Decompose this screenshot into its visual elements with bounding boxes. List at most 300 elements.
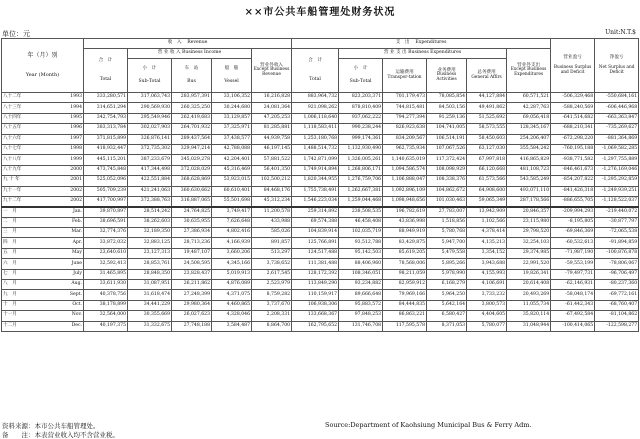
- table-row: [2, 176, 639, 186]
- table-cell: 110,159,917: [292, 290, 339, 300]
- table-cell: 30,635,955: [172, 217, 212, 227]
- table-cell: 3,943,688: [467, 259, 507, 269]
- table-cell: 32,254,103: [507, 238, 551, 248]
- table-row: [2, 134, 639, 144]
- table-cell: 13,942,909: [467, 207, 507, 217]
- table-cell: 27,748,188: [172, 321, 212, 331]
- table-cell: 47,205,253: [252, 113, 292, 123]
- table-cell: 128,172,392: [292, 269, 339, 279]
- table-cell: 46,197,145: [252, 144, 292, 154]
- table-cell: 1,755,738,491: [292, 186, 339, 196]
- table-cell: 19,826,341: [507, 269, 551, 279]
- table-cell: -688,210,341: [551, 124, 595, 134]
- gen-header: 总务费用 General Affirs: [467, 59, 507, 93]
- table-cell: 345,029,278: [172, 155, 212, 165]
- row-year: 九十二年 2002: [2, 196, 84, 206]
- table-row: [2, 165, 639, 175]
- row-year: 十二月 Dec.: [2, 321, 84, 331]
- table-cell: 4,135,213: [467, 238, 507, 248]
- table-cell: 57,881,522: [252, 155, 292, 165]
- table-cell: 32,774,376: [84, 228, 128, 238]
- table-cell: -91,894,859: [595, 238, 639, 248]
- table-cell: 4,328,046: [212, 311, 252, 321]
- table-cell: 1,259,044,468: [339, 196, 383, 206]
- table-cell: 84,444,835: [383, 300, 427, 310]
- table-cell: 24,508,595: [172, 259, 212, 269]
- table-cell: 98,211,059: [383, 269, 427, 279]
- table-cell: 355,584,242: [507, 144, 551, 154]
- table-cell: 289,437,564: [172, 134, 212, 144]
- table-cell: 302,027,903: [128, 124, 172, 134]
- table-cell: 67,997,818: [467, 155, 507, 165]
- table-cell: -67,492,584: [551, 311, 595, 321]
- row-year: 九十一年 2002: [2, 186, 84, 196]
- table-cell: 1,140,635,019: [383, 155, 427, 165]
- row-year: 八十六年 1997: [2, 134, 84, 144]
- table-cell: 5,642,164: [427, 300, 467, 310]
- table-cell: 6,168,279: [427, 280, 467, 290]
- table-cell: 95,142,503: [339, 248, 383, 258]
- bi-subtotal-header: 小 计 Sub-Total: [128, 59, 172, 93]
- table-cell: 823,203,371: [339, 93, 383, 103]
- table-cell: 1,262,667,381: [339, 186, 383, 196]
- table-cell: -62,146,931: [551, 280, 595, 290]
- table-cell: 133,668,367: [292, 311, 339, 321]
- table-cell: 30,355,669: [128, 311, 172, 321]
- table-cell: 56,401,350: [252, 165, 292, 175]
- table-cell: 81,285,881: [252, 124, 292, 134]
- bus-header: 车 站 Bus: [172, 59, 212, 93]
- table-cell: 85,619,205: [383, 248, 427, 258]
- table-cell: 333,280,571: [84, 93, 128, 103]
- table-cell: 42,287,763: [507, 103, 551, 113]
- table-cell: 124,517,488: [292, 248, 339, 258]
- table-cell: 3,738,652: [252, 259, 292, 269]
- table-cell: 387,233,679: [128, 155, 172, 165]
- table-row: [2, 155, 639, 165]
- table-cell: 31,618,474: [128, 290, 172, 300]
- table-cell: 360,630,662: [172, 186, 212, 196]
- table-cell: 82,959,912: [383, 280, 427, 290]
- table-cell: 481,108,723: [507, 165, 551, 175]
- vessel-header: 船 舶 Vessel: [212, 59, 252, 93]
- table-cell: -550,684,161: [595, 93, 639, 103]
- row-year: 十 月 Oct.: [2, 300, 84, 310]
- table-cell: 32,883,125: [128, 238, 172, 248]
- nbe-header: 营业外支出 Except Business Expenditures: [507, 49, 551, 93]
- table-cell: 104,862,672: [427, 186, 467, 196]
- table-cell: 283,957,391: [172, 93, 212, 103]
- table-cell: 20,493,269: [507, 290, 551, 300]
- table-cell: 45,316,469: [212, 165, 252, 175]
- table-cell: 29,374,985: [507, 248, 551, 258]
- table-cell: 372,388,763: [128, 196, 172, 206]
- row-year: 八十八年 1999: [2, 155, 84, 165]
- table-cell: 117,372,424: [427, 155, 467, 165]
- table-cell: 79,969,166: [383, 290, 427, 300]
- footer-source: 资料来源：本市公共车船管理处。: [2, 422, 100, 430]
- expend-group-header: 支 出 Expenditures: [292, 39, 551, 49]
- table-cell: 125,766,891: [292, 238, 339, 248]
- table-cell: 108,346,051: [339, 269, 383, 279]
- table-cell: 43,836,998: [383, 217, 427, 227]
- row-year: 八十五年 1996: [2, 124, 84, 134]
- table-cell: 744,815,481: [383, 103, 427, 113]
- table-cell: -69,772,161: [595, 290, 639, 300]
- table-cell: 84,503,156: [427, 103, 467, 113]
- table-cell: 84,468,176: [252, 186, 292, 196]
- table-cell: 264,701,932: [172, 124, 212, 134]
- table-cell: 69,574,388: [292, 217, 339, 227]
- table-cell: 1,326,005,261: [339, 155, 383, 165]
- table-cell: 5,019,913: [212, 269, 252, 279]
- table-cell: 8,864,700: [252, 321, 292, 331]
- table-cell: 1,749,914,894: [292, 165, 339, 175]
- surplus-header: 营业盈亏 Business Surplus and Deficit: [551, 39, 595, 93]
- table-cell: -1,249,939,251: [595, 186, 639, 196]
- table-cell: 1,268,806,171: [339, 165, 383, 175]
- table-cell: 37,325,971: [212, 124, 252, 134]
- table-cell: 1,742,871,099: [292, 155, 339, 165]
- table-cell: 371,815,899: [84, 134, 128, 144]
- table-cell: 30,244,680: [212, 103, 252, 113]
- table-cell: 31,332,675: [128, 321, 172, 331]
- table-cell: 26,211,862: [172, 280, 212, 290]
- row-year: 八十九年 2000: [2, 165, 84, 175]
- table-cell: -68,760,407: [595, 300, 639, 310]
- table-cell: 104,839,914: [292, 228, 339, 238]
- table-cell: -96,706,497: [595, 269, 639, 279]
- row-year: 十一月 Nov.: [2, 311, 84, 321]
- table-row: [2, 300, 639, 310]
- table-cell: 1,118,583,411: [292, 124, 339, 134]
- table-cell: 88,949,919: [383, 228, 427, 238]
- table-cell: -854,207,822: [551, 176, 595, 186]
- table-cell: 32,564,000: [84, 311, 128, 321]
- table-cell: -1,295,292,859: [595, 176, 639, 186]
- table-cell: 5,780,768: [427, 228, 467, 238]
- table-cell: 1,092,896,109: [383, 186, 427, 196]
- table-cell: 5,479,558: [427, 248, 467, 258]
- table-row: [2, 217, 639, 227]
- table-cell: -80,237,360: [595, 280, 639, 290]
- table-cell: 111,381,488: [292, 259, 339, 269]
- table-cell: 7,626,648: [212, 217, 252, 227]
- table-cell: 543,585,249: [507, 176, 551, 186]
- table-cell: -30,877,797: [595, 217, 639, 227]
- row-year: 八十七年 1998: [2, 144, 84, 154]
- table-cell: 93,234,882: [339, 280, 383, 290]
- bact-header: 业务费用 Business Activities: [427, 59, 467, 93]
- row-year: 二 月 Feb.: [2, 217, 84, 227]
- table-cell: -78,806,067: [595, 259, 639, 269]
- table-cell: -841,426,318: [551, 186, 595, 196]
- table-cell: 66,120,668: [467, 165, 507, 175]
- table-cell: 1,006,118,640: [292, 113, 339, 123]
- table-cell: -846,461,673: [551, 165, 595, 175]
- table-cell: 26,027,623: [172, 311, 212, 321]
- table-cell: 999,174,361: [339, 134, 383, 144]
- table-cell: 40,197,375: [84, 321, 128, 331]
- table-cell: 6,580,427: [427, 311, 467, 321]
- table-row: [2, 103, 639, 113]
- table-cell: 108,338,376: [427, 176, 467, 186]
- table-cell: 20,614,408: [507, 280, 551, 290]
- table-cell: 128,345,167: [507, 124, 551, 134]
- table-cell: 295,549,946: [128, 113, 172, 123]
- table-cell: 78,085,854: [427, 93, 467, 103]
- table-cell: 259,314,892: [292, 207, 339, 217]
- table-cell: 20,846,357: [507, 207, 551, 217]
- table-cell: 433,988: [252, 217, 292, 227]
- table-cell: 8,371,053: [427, 321, 467, 331]
- business-exp-header: 营 业 支 出 Business Expenditures: [339, 49, 507, 59]
- table-cell: 38,262,603: [128, 217, 172, 227]
- table-cell: 78,568,006: [383, 259, 427, 269]
- table-cell: 61,573,566: [467, 176, 507, 186]
- row-year: 九 十 年 2001: [2, 176, 84, 186]
- footer-source-en: Source:Department of Kaohsiung Municipal Bus & Ferry Adm.: [325, 421, 532, 429]
- table-cell: 1,820,344,955: [292, 176, 339, 186]
- table-row: [2, 93, 639, 103]
- table-cell: -1,297,755,889: [595, 155, 639, 165]
- table-cell: 1,546,223,034: [292, 196, 339, 206]
- table-cell: -69,846,369: [551, 228, 595, 238]
- table-cell: 422,551,884: [128, 176, 172, 186]
- table-cell: 1,098,948,656: [383, 196, 427, 206]
- ops-header: 运输费用 Transpor-tation: [383, 59, 427, 93]
- row-year: 八十二年 1993: [2, 93, 84, 103]
- table-cell: 891,857: [252, 238, 292, 248]
- table-row: [2, 321, 639, 331]
- table-cell: -760,195,188: [551, 144, 595, 154]
- table-cell: 58,573,555: [467, 124, 507, 134]
- table-cell: 1,094,586,574: [383, 165, 427, 175]
- table-cell: 31,048,944: [507, 321, 551, 331]
- table-row: [2, 290, 639, 300]
- finance-table: [1, 38, 639, 332]
- table-cell: 3,584,487: [212, 321, 252, 331]
- table-cell: -1,069,582,285: [595, 144, 639, 154]
- table-cell: 22,991,520: [507, 259, 551, 269]
- table-cell: 86,863,221: [383, 311, 427, 321]
- table-cell: 329,947,214: [172, 144, 212, 154]
- table-cell: -100,414,065: [551, 321, 595, 331]
- table-cell: 326,876,141: [128, 134, 172, 144]
- table-cell: -100,876,878: [595, 248, 639, 258]
- revenue-group-header: 收 入 Revenue: [84, 39, 292, 49]
- table-cell: 162,795,652: [292, 321, 339, 331]
- table-cell: 4,166,939: [212, 238, 252, 248]
- table-cell: 3,354,152: [467, 248, 507, 258]
- table-cell: 383,313,784: [84, 124, 128, 134]
- table-cell: 416,865,829: [507, 155, 551, 165]
- table-cell: 962,735,934: [383, 144, 427, 154]
- table-cell: -60,532,613: [551, 238, 595, 248]
- table-cell: 40,378,756: [84, 290, 128, 300]
- table-cell: 11,200,578: [252, 207, 292, 217]
- table-row: [2, 124, 639, 134]
- table-cell: 421,241,063: [128, 186, 172, 196]
- table-cell: 5,964,250: [427, 290, 467, 300]
- table-row: [2, 144, 639, 154]
- table-cell: 473,745,848: [84, 165, 128, 175]
- business-income-header: 营 业 收 入 Business Income: [128, 49, 252, 59]
- table-cell: 314,651,294: [84, 103, 128, 113]
- table-cell: 5,978,990: [427, 269, 467, 279]
- table-cell: 1,132,930,490: [339, 144, 383, 154]
- table-cell: 3,737,670: [252, 300, 292, 310]
- rev-total-header: 合 计 Total: [84, 49, 128, 93]
- table-cell: 883,964,732: [292, 93, 339, 103]
- table-row: [2, 280, 639, 290]
- table-cell: 921,098,262: [292, 103, 339, 113]
- table-cell: -61,442,343: [551, 300, 595, 310]
- table-cell: 701,179,473: [383, 93, 427, 103]
- net-header: 净盈亏 Net Surplus and Deficit: [595, 39, 639, 93]
- table-cell: 1,106,888,047: [383, 176, 427, 186]
- table-cell: 44,127,884: [467, 93, 507, 103]
- table-cell: -1,128,522,037: [595, 196, 639, 206]
- table-cell: -219,440,072: [595, 207, 639, 217]
- table-cell: 38,696,591: [84, 217, 128, 227]
- table-cell: 89,666,648: [339, 290, 383, 300]
- table-cell: -72,065,538: [595, 228, 639, 238]
- table-cell: 60,610,401: [212, 186, 252, 196]
- table-cell: 58,450,603: [467, 134, 507, 144]
- table-cell: 42,788,088: [212, 144, 252, 154]
- table-cell: 35,820,114: [507, 311, 551, 321]
- table-cell: -506,329,468: [551, 93, 595, 103]
- table-cell: 53,923,015: [212, 176, 252, 186]
- row-year: 八 月 Aug.: [2, 280, 84, 290]
- table-cell: 5,947,700: [427, 238, 467, 248]
- table-cell: 1,102,566: [467, 217, 507, 227]
- exp-total-header: 合 计 Total: [292, 49, 339, 93]
- table-cell: 63,127,030: [467, 144, 507, 154]
- table-cell: 317,063,743: [128, 93, 172, 103]
- unit-label-en: Unit:N.T.$: [605, 29, 636, 36]
- table-cell: 31,465,895: [84, 269, 128, 279]
- table-cell: -663,363,847: [595, 113, 639, 123]
- table-cell: 39,870,897: [84, 207, 128, 217]
- table-row: [2, 186, 639, 196]
- table-cell: 826,923,638: [383, 124, 427, 134]
- page-title: ××市公共车船管理处财务状况: [244, 7, 396, 18]
- table-cell: 2,523,979: [252, 280, 292, 290]
- table-cell: 106,938,306: [292, 300, 339, 310]
- table-cell: 131,746,708: [339, 321, 383, 331]
- year-header: 年（月）别 Year (Month): [2, 39, 84, 93]
- table-cell: 878,810,409: [339, 103, 383, 113]
- table-cell: -606,446,968: [595, 103, 639, 113]
- table-cell: 29,798,520: [507, 228, 551, 238]
- table-cell: 59,065,349: [467, 196, 507, 206]
- row-year: 九 月 Sept.: [2, 290, 84, 300]
- table-cell: 11,055,734: [507, 300, 551, 310]
- table-cell: 32,592,413: [84, 259, 128, 269]
- table-cell: -209,994,293: [551, 207, 595, 217]
- footer-note: 备 注：本表营业收入均不含营业税。: [2, 431, 119, 439]
- table-cell: 45,312,234: [252, 196, 292, 206]
- table-cell: 2,617,545: [252, 269, 292, 279]
- table-cell: 107,067,526: [427, 144, 467, 154]
- table-row: [2, 311, 639, 321]
- table-cell: 108,098,929: [427, 165, 467, 175]
- table-cell: 585,026: [252, 228, 292, 238]
- table-cell: 316,887,065: [172, 196, 212, 206]
- table-row: [2, 238, 639, 248]
- unit-label: 单位：元: [2, 30, 30, 38]
- table-cell: 372,735,302: [128, 144, 172, 154]
- table-cell: 24,764,825: [172, 207, 212, 217]
- table-row: [2, 196, 639, 206]
- table-cell: 254,206,407: [507, 134, 551, 144]
- table-cell: -81,104,862: [595, 311, 639, 321]
- table-cell: 51,525,692: [467, 113, 507, 123]
- table-cell: 83,429,875: [383, 238, 427, 248]
- table-cell: 196,782,619: [383, 207, 427, 217]
- table-cell: 5,895,266: [427, 259, 467, 269]
- table-cell: 493,071,110: [507, 186, 551, 196]
- table-cell: 46,458,408: [339, 217, 383, 227]
- table-cell: 445,115,201: [84, 155, 128, 165]
- table-cell: 4,106,691: [467, 280, 507, 290]
- table-cell: 4,404,605: [467, 311, 507, 321]
- table-cell: -672,298,220: [551, 134, 595, 144]
- table-cell: 64,908,600: [467, 186, 507, 196]
- table-cell: 42,204,401: [212, 155, 252, 165]
- table-cell: 95,883,572: [339, 300, 383, 310]
- table-cell: 24,081,364: [252, 103, 292, 113]
- table-cell: 49,491,862: [467, 103, 507, 113]
- table-cell: 102,500,212: [252, 176, 292, 186]
- be-subtotal-header: 小 计 Sub-Total: [339, 59, 383, 93]
- table-cell: 4,371,075: [212, 290, 252, 300]
- table-cell: 505,709,239: [84, 186, 128, 196]
- table-cell: 238,508,535: [339, 207, 383, 217]
- table-cell: 28,848,350: [128, 269, 172, 279]
- row-year: 七 月 July: [2, 269, 84, 279]
- table-cell: 937,062,222: [339, 113, 383, 123]
- table-cell: -58,048,174: [551, 290, 595, 300]
- table-cell: 37,438,577: [212, 134, 252, 144]
- table-cell: 117,595,578: [383, 321, 427, 331]
- table-cell: 102,035,719: [339, 228, 383, 238]
- table-cell: 525,052,096: [84, 176, 128, 186]
- table-cell: 23,828,437: [172, 269, 212, 279]
- table-cell: 8,759,282: [252, 290, 292, 300]
- table-cell: 1,276,759,706: [339, 176, 383, 186]
- table-cell: 31,087,951: [128, 280, 172, 290]
- table-cell: 3,660,206: [212, 248, 252, 258]
- table-cell: 33,129,857: [212, 113, 252, 123]
- table-cell: 113,849,290: [292, 280, 339, 290]
- table-cell: 513,297: [252, 248, 292, 258]
- row-year: 四 月 Apr.: [2, 238, 84, 248]
- table-cell: -1,276,169,046: [595, 165, 639, 175]
- table-cell: 28,853,761: [128, 259, 172, 269]
- table-cell: 262,419,683: [172, 113, 212, 123]
- table-cell: -71,987,190: [551, 248, 595, 258]
- table-cell: 1,518,856: [427, 217, 467, 227]
- table-cell: 342,754,793: [84, 113, 128, 123]
- table-cell: 4,460,865: [212, 300, 252, 310]
- table-row: [2, 228, 639, 238]
- table-cell: 19,487,107: [172, 248, 212, 258]
- table-cell: 2,208,331: [252, 311, 292, 321]
- table-cell: 27,386,934: [172, 228, 212, 238]
